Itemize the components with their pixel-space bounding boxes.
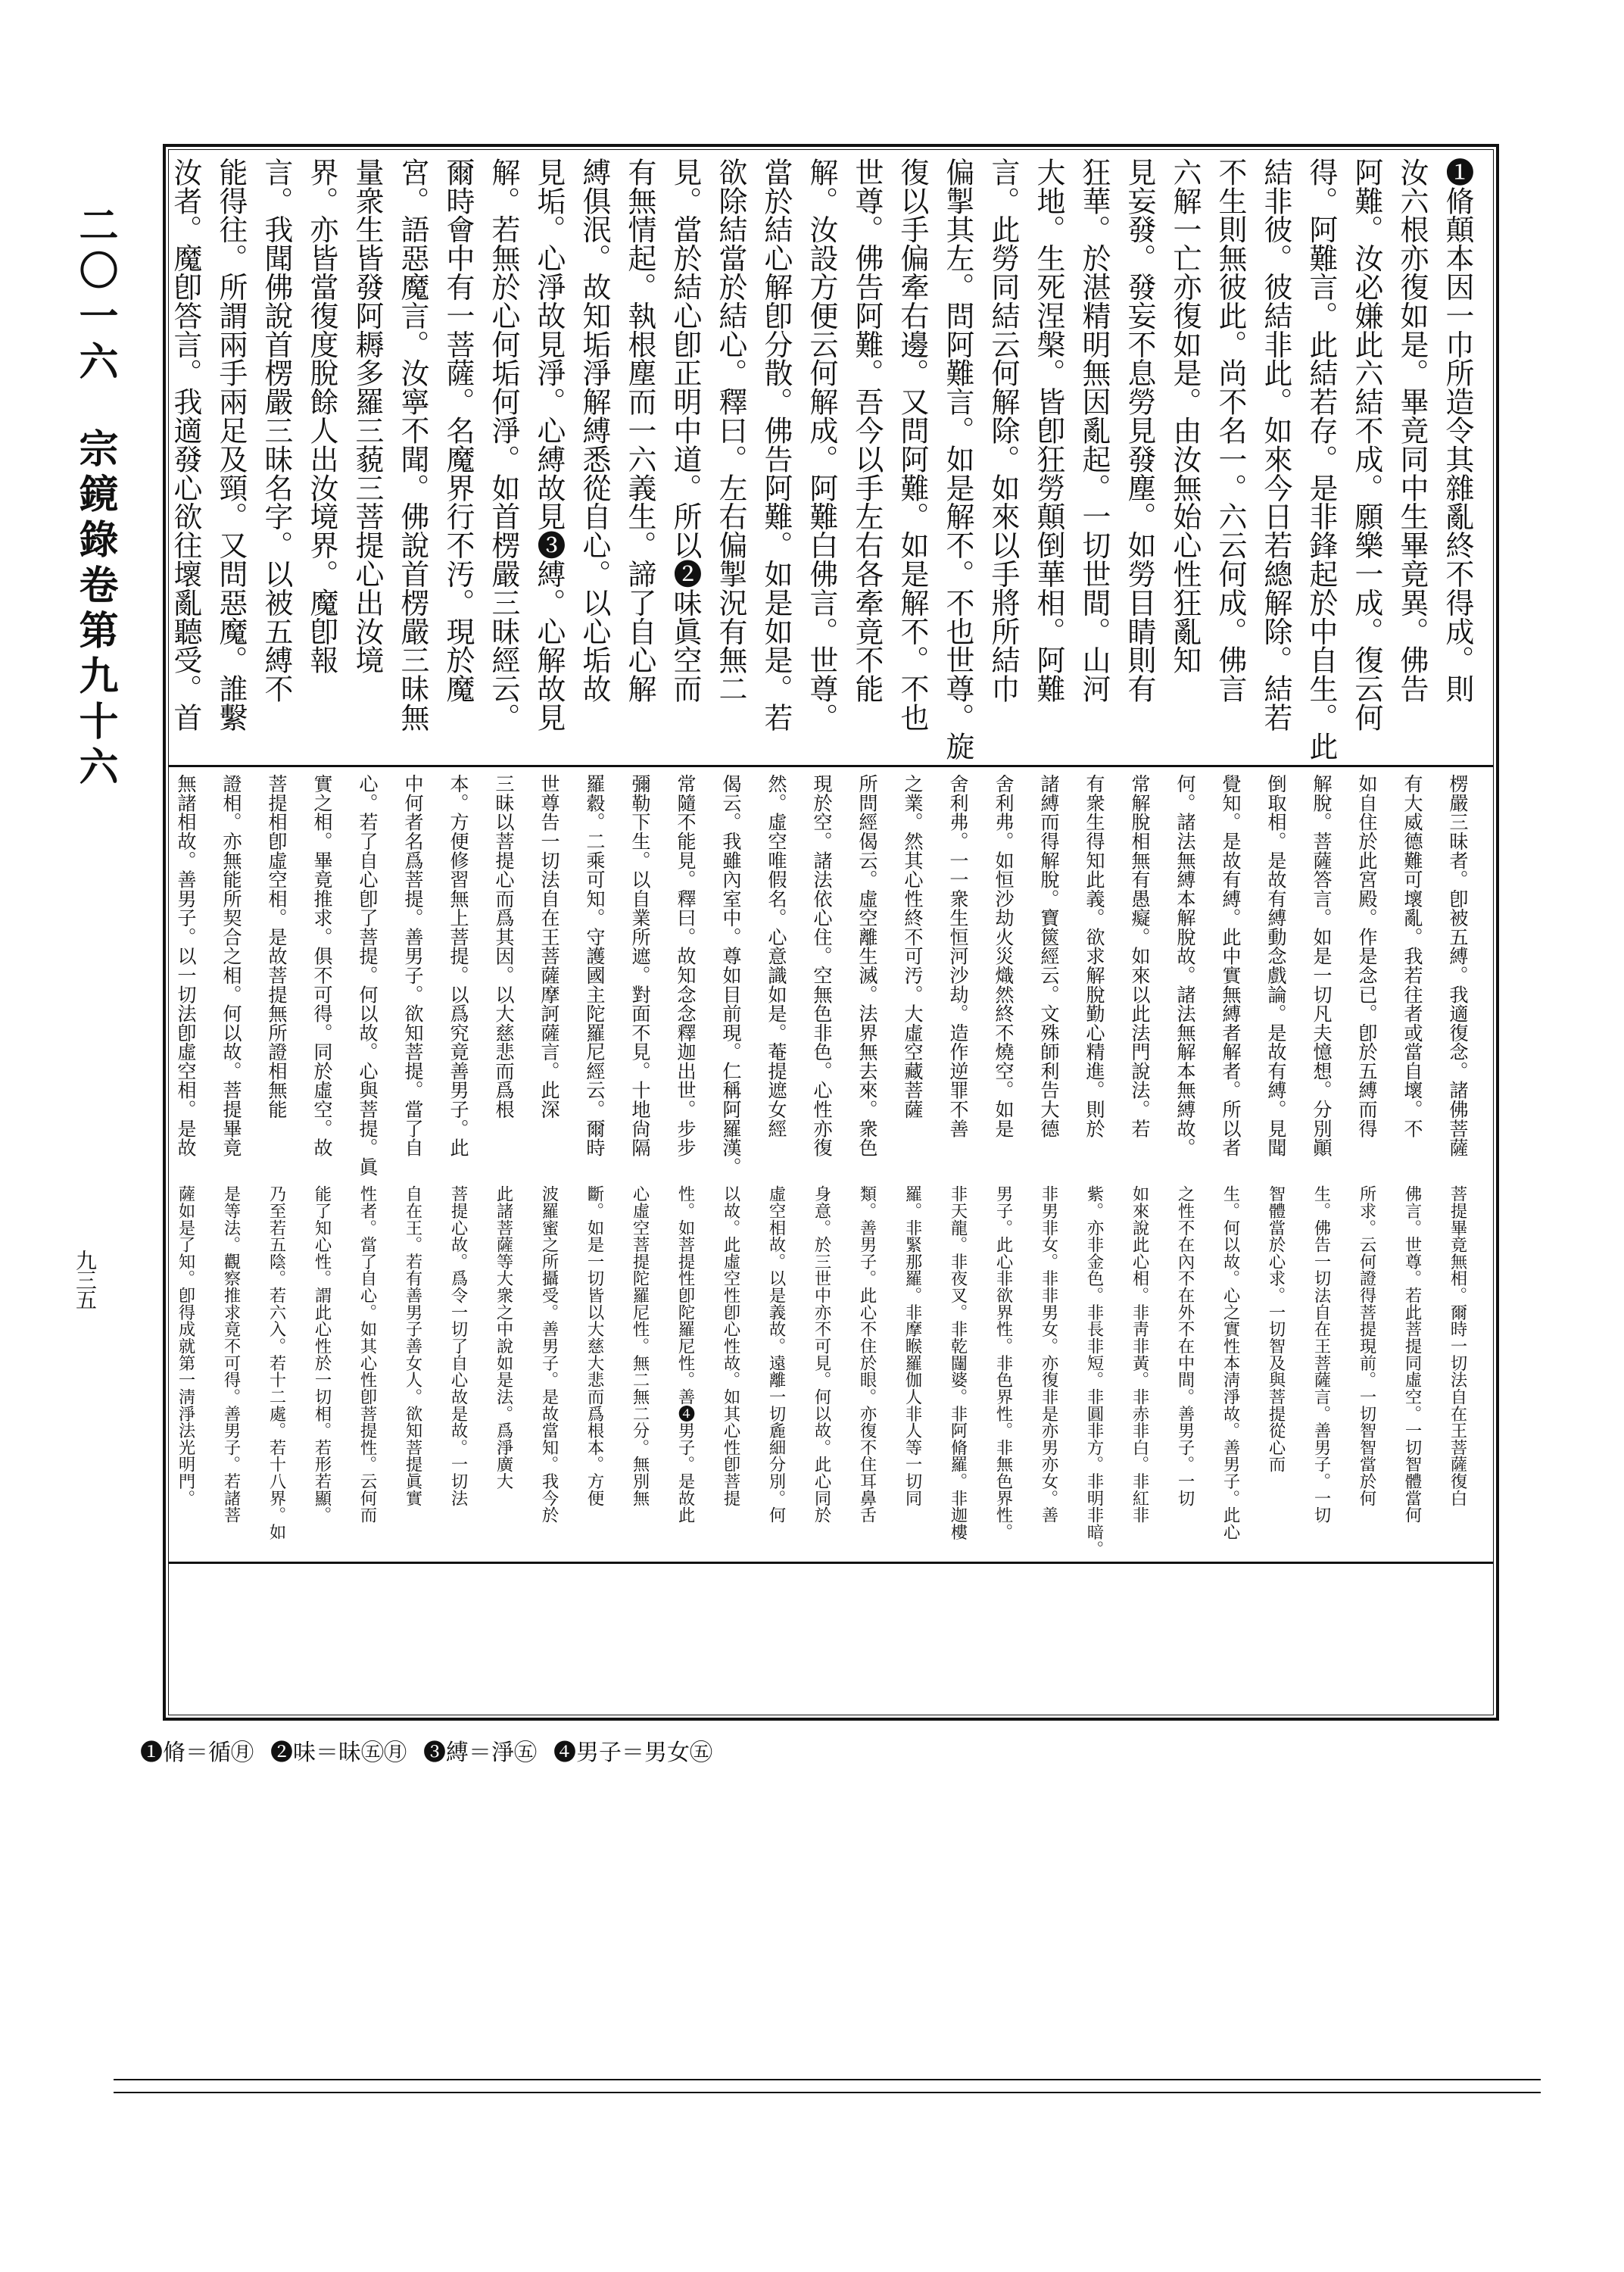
text-column: 有衆生得知此義。欲求解脫勤心精進。則於 — [1083, 774, 1105, 1138]
text-column: 欲除結當於結心。釋曰。左右偏掣況有無二 — [714, 158, 747, 704]
text-column: 能得往。所謂兩手兩足及頸。又問惡魔。誰繫 — [214, 158, 248, 732]
text-column: 有大威德難可壞亂。我若往者或當自壞。不 — [1401, 774, 1423, 1138]
text-column: 三昧以菩提心而爲其因。以大慈悲而爲根 — [493, 774, 515, 1119]
text-column: 波羅蜜之所攝受。善男子。是故當知。我今於 — [539, 1185, 559, 1524]
collation-note: ❸縛＝淨㊄ — [423, 1740, 537, 1766]
folio-number: 九三五 — [73, 1250, 98, 1309]
text-column: 彌勒下生。以自業所遮。對面不見。十地尙隔 — [629, 774, 651, 1157]
text-column: 心。若了自心卽了菩提。何以故。心與菩提。眞 — [357, 774, 379, 1176]
text-column: 以故。此虛空性卽心性故。如其心性卽菩提 — [721, 1185, 740, 1507]
text-column: 薩如是了知。卽得成就第一淸淨法光明門。 — [176, 1185, 195, 1507]
text-column: 性者。當了自心。如其心性卽菩提性。云何而 — [357, 1185, 377, 1524]
text-column: 非男非女。非非男女。亦復非是亦男亦女。善 — [1039, 1185, 1058, 1524]
text-column: 解脫。菩薩答言。如是一切凡夫憶想。分別顚 — [1311, 774, 1333, 1157]
text-column: 言。此勞同結云何解除。如來以手將所結巾 — [987, 158, 1020, 704]
text-column: 阿難。汝必嫌此六結不成。願樂一成。復云何 — [1350, 158, 1383, 732]
text-column: 無諸相故。善男子。以一切法卽虛空相。是故 — [175, 774, 197, 1157]
text-column: 常解脫相無有愚癡。如來以此法門說法。若 — [1129, 774, 1151, 1138]
collation-note: ❶脩＝循㊊ — [140, 1740, 254, 1766]
text-column: 非天龍。非夜叉。非乾闥婆。非阿脩羅。非迦樓 — [948, 1185, 968, 1540]
text-column: 菩提相卽虛空相。是故菩提無所證相無能 — [266, 774, 288, 1119]
text-column: 解。若無於心何垢何淨。如首楞嚴三昧經云。 — [487, 158, 520, 732]
text-column: 紫。亦非金色。非長非短。非圓非方。非明非暗。 — [1084, 1185, 1104, 1557]
text-column: 見妄發。發妄不息勞見發塵。如勞目睛則有 — [1123, 158, 1156, 704]
text-column: 見垢。心淨故見淨。心縛故見❸縛。心解故見 — [532, 158, 566, 732]
text-band-top — [154, 158, 1480, 763]
text-column: 斷。如是一切皆以大慈大悲而爲根本。方便 — [584, 1185, 604, 1507]
text-column: 類。善男子。此心不住於眼。亦復不住耳鼻舌 — [857, 1185, 877, 1524]
text-column: 見。當於結心卽正明中道。所以❷味眞空而 — [669, 158, 702, 704]
text-column: 何。諸法無縛本解脫故。諸法無解本無縛故。 — [1174, 774, 1196, 1157]
text-column: 生。何以故。心之實性本淸淨故。善男子。此心 — [1220, 1185, 1240, 1540]
band-divider — [168, 1562, 1494, 1564]
text-column: 倒取相。是故有縛動念戲論。是故有縛。見聞 — [1265, 774, 1287, 1157]
text-column: 心虛空菩提陀羅尼性。無二無二分。無別無 — [630, 1185, 650, 1507]
text-column: 覺知。是故有縛。此中實無縛者解者。所以者 — [1220, 774, 1242, 1157]
text-column: 大地。生死涅槃。皆卽狂勞顛倒華相。阿難 — [1032, 158, 1065, 704]
text-column: 界。亦皆當復度脫餘人出汝境界。魔卽報 — [305, 158, 338, 675]
text-column: ❶脩顛本因一巾所造令其雜亂終不得成。則 — [1441, 158, 1474, 704]
text-column: 此諸菩薩等大衆之中說如是法。爲淨廣大 — [494, 1185, 513, 1490]
band-divider — [168, 765, 1494, 767]
text-column: 世尊告一切法自在王菩薩摩訶薩言。此深 — [538, 774, 560, 1119]
text-column: 羅縠。二乘可知。守護國主陀羅尼經云。爾時 — [584, 774, 606, 1157]
text-band-middle — [154, 774, 1480, 1179]
collation-notes — [140, 1738, 729, 1768]
collation-note: ❹男子＝男女㊄ — [553, 1740, 712, 1766]
text-column: 生。佛告一切法自在王菩薩言。善男子。一切 — [1311, 1185, 1331, 1524]
text-column: 身意。於三世中亦不可見。何以故。此心同於 — [812, 1185, 831, 1524]
text-column: 爾時會中有一菩薩。名魔界行不汚。現於魔 — [441, 158, 475, 704]
text-column: 如自住於此宮殿。作是念已。卽於五縛而得 — [1356, 774, 1378, 1138]
text-column: 汝者。魔卽答言。我適發心欲往壞亂聽受。首 — [169, 158, 202, 732]
text-column: 所問經偈云。虛空離生滅。法界無去來。衆色 — [856, 774, 878, 1157]
text-column: 中何者名爲菩提。善男子。欲知菩提。當了自 — [402, 774, 424, 1157]
text-column: 所求。云何證得菩提現前。一切智智當於何 — [1357, 1185, 1376, 1507]
text-column: 智體當於心求。一切智及與菩提從心而 — [1266, 1185, 1286, 1473]
text-column: 菩提畢竟無相。爾時一切法自在王菩薩復白 — [1448, 1185, 1467, 1507]
text-column: 解。汝設方便云何解成。阿難白佛言。世尊。 — [805, 158, 838, 732]
text-column: 常隨不能見。釋曰。故知念念釋迦出世。步步 — [675, 774, 697, 1157]
running-head — [72, 204, 117, 791]
text-column: 菩提心故。爲令一切了自心故是故。一切法 — [448, 1185, 468, 1507]
text-column: 舍利弗。一一衆生恒河沙劫。造作逆罪不善 — [947, 774, 969, 1138]
page-rule — [114, 2079, 1541, 2080]
text-column: 當於結心解卽分散。佛告阿難。如是如是。若 — [759, 158, 793, 732]
text-column: 得。阿難言。此結若存。是非鋒起於中自生。此 — [1304, 158, 1338, 760]
text-column: 結非彼。彼結非此。如來今日若總解除。結若 — [1259, 158, 1292, 732]
text-column: 證相。亦無能所契合之相。何以故。菩提畢竟 — [220, 774, 242, 1157]
text-column: 實之相。畢竟推求。俱不可得。同於虛空。故 — [311, 774, 333, 1157]
text-column: 本。方便修習無上菩提。以爲究竟善男子。此 — [447, 774, 469, 1157]
text-column: 羅。非緊那羅。非摩睺羅伽人非人等一切同 — [902, 1185, 922, 1507]
text-column: 宮。語惡魔言。汝寧不聞。佛說首楞嚴三昧無 — [396, 158, 429, 732]
text-column: 性。如菩提性卽陀羅尼性。善❹男子。是故此 — [675, 1185, 695, 1524]
text-column: 舍利弗。如恒沙劫火災熾然終不燒空。如是 — [993, 774, 1015, 1138]
text-column: 自在王。若有善男子善女人。欲知菩提眞實 — [403, 1185, 422, 1507]
text-column: 現於空。諸法依心住。空無色非色。心性亦復 — [811, 774, 833, 1157]
text-column: 偈云。我雖內室中。尊如目前現。仁稱阿羅漢。 — [720, 774, 742, 1176]
text-column: 如來說此心相。非靑非黃。非赤非白。非紅非 — [1130, 1185, 1149, 1524]
text-band-bottom — [154, 1185, 1480, 1560]
text-column: 不生則無彼此。尚不名一。六云何成。佛言 — [1214, 158, 1247, 704]
text-column: 有無情起。執根塵而一六義生。諦了自心解 — [623, 158, 656, 704]
text-column: 偏掣其左。問阿難言。如是解不。不也世尊。旋 — [941, 158, 974, 760]
page-rule — [114, 2092, 1541, 2093]
text-column: 狂華。於湛精明無因亂起。一切世間。山河 — [1077, 158, 1111, 704]
text-column: 六解一亡亦復如是。由汝無始心性狂亂知 — [1168, 158, 1202, 675]
text-column: 縛俱泯。故知垢淨解縛悉從自心。以心垢故 — [578, 158, 611, 704]
text-column: 汝六根亦復如是。畢竟同中生畢竟異。佛告 — [1395, 158, 1429, 704]
collation-note: ❷味＝昧㊄㊊ — [270, 1740, 407, 1766]
text-column: 之業。然其心性終不可汚。大虛空藏菩薩 — [902, 774, 924, 1119]
text-column: 能了知心性。謂此心性於一切相。若形若顯。 — [312, 1185, 332, 1524]
text-column: 諸縛而得解脫。寶篋經云。文殊師利告大德 — [1038, 774, 1060, 1138]
text-column: 量衆生皆發阿耨多羅三藐三菩提心出汝境 — [351, 158, 384, 675]
text-column: 乃至若五陰。若六入。若十二處。若十八界。如 — [267, 1185, 286, 1540]
text-column: 虛空相故。以是義故。遠離一切麁細分別。何 — [766, 1185, 786, 1524]
text-column: 楞嚴三昧者。卽被五縛。我適復念。諸佛菩薩 — [1447, 774, 1469, 1157]
running-title: 宗鏡錄卷第九十六 — [72, 428, 118, 791]
text-column: 世尊。佛告阿難。吾今以手左右各牽竟不能 — [850, 158, 884, 704]
text-column: 復以手偏牽右邊。又問阿難。如是解不。不也 — [896, 158, 929, 732]
text-column: 之性不在內不在外不在中間。善男子。一切 — [1175, 1185, 1195, 1507]
page-number: 二〇一六 — [72, 204, 118, 386]
text-column: 佛言。世尊。若此菩提同虛空。一切智體當何 — [1402, 1185, 1422, 1524]
text-column: 然。虛空唯假名。心意識如是。菴提遮女經 — [765, 774, 787, 1138]
text-column: 言。我聞佛說首楞嚴三昧名字。以被五縛不 — [260, 158, 293, 704]
text-column: 男子。此心非欲界性。非色界性。非無色界性。 — [993, 1185, 1013, 1540]
text-column: 是等法。觀察推求竟不可得。善男子。若諸菩 — [221, 1185, 241, 1524]
